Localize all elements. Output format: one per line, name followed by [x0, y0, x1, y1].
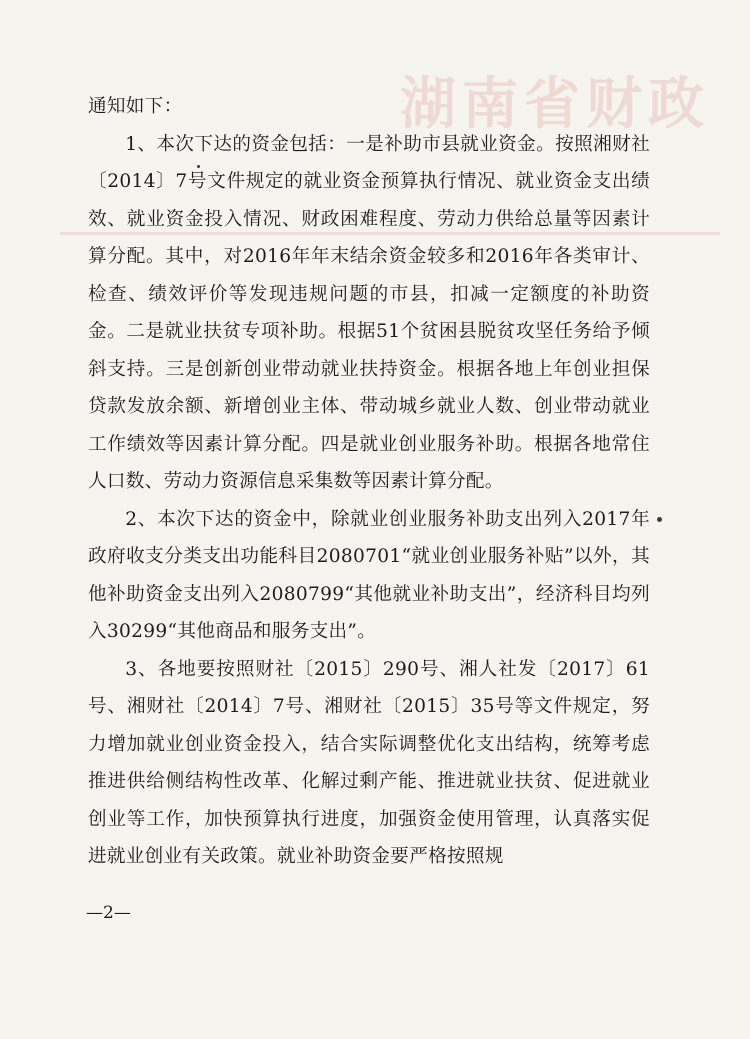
paragraph-3: 3、各地要按照财社〔2015〕290号、湘人社发〔2017〕61号、湘财社〔2014〕7号、湘财社〔2015〕35号等文件规定，努力增加就业创业资金投入，结合实际调整优化支出结构，统筹考虑推进供给侧结构性改革、化解过剩产能、推进就业扶贫、促进就业创业等工作，加快预算执行进度，加强资金使用管理，认真落实促进就业创业有关政策。就业补助资金要严格按照规: [88, 658, 650, 867]
document-body: [88, 88, 650, 876]
paragraph-1: 1、本次下达的资金包括：一是补助市县就业资金。按照湘财社〔2014〕7号文件规定的就业资金预算执行情况、就业资金支出绩效、就业资金投入情况、财政困难程度、劳动力供给总量等因素计算分配。其中，对2016年年末结余资金较多和2016年各类审计、检查、绩效评价等发现违规问题的市县，扣减一定额度的补助资金。二是就业扶贫专项补助。根据51个贫困县脱贫攻坚任务给予倾斜支持。三是创新创业带动就业扶持资金。根据各地上年创业担保贷款发放余额、新增创业主体、带动城乡就业人数、创业带动就业工作绩效等因素计算分配。四是就业创业服务补助。根据各地常住人口数、劳动力资源信息采集数等因素计算分配。: [88, 133, 650, 492]
scan-speck: [657, 517, 662, 522]
greeting-line: 通知如下：: [88, 96, 183, 117]
paragraph-2: 2、本次下达的资金中，除就业创业服务补助支出列入2017年政府收支分类支出功能科目2080701“就业创业服务补贴”以外，其他补助资金支出列入2080799“其他就业补助支出”，经济科目均列入30299“其他商品和服务支出”。: [88, 508, 650, 642]
show-through-watermark: 湖南省财政: [400, 71, 710, 137]
page-number: —2—: [86, 903, 131, 923]
